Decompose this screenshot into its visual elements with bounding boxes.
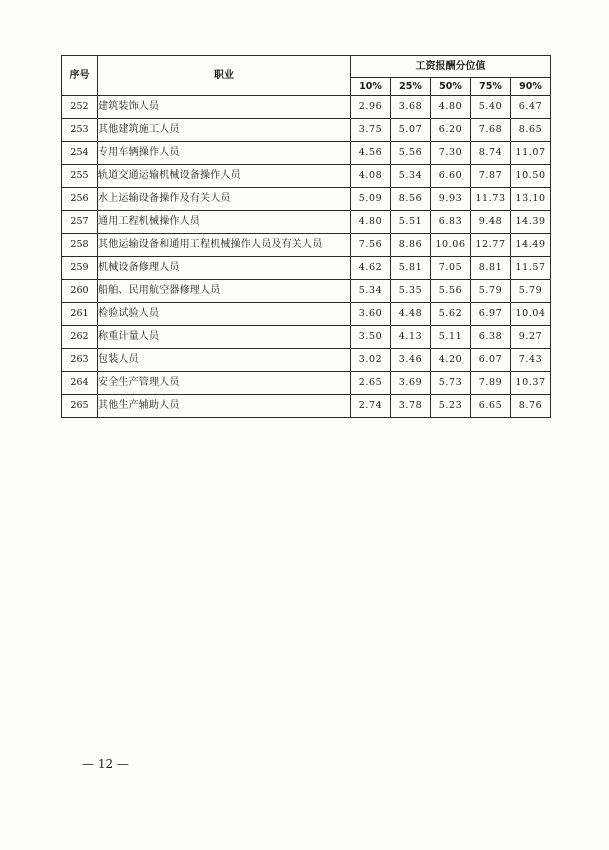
seq-cell: 257 [62,211,98,234]
seq-cell: 259 [62,257,98,280]
wage-value-cell: 6.47 [511,96,551,119]
wage-value-cell: 10.04 [511,303,551,326]
wage-value-cell: 6.20 [431,119,471,142]
wage-value-cell: 7.30 [431,142,471,165]
wage-value-cell: 3.75 [351,119,391,142]
wage-value-cell: 11.57 [511,257,551,280]
wage-value-cell: 11.07 [511,142,551,165]
seq-cell: 256 [62,188,98,211]
occupation-cell: 轨道交通运输机械设备操作人员 [98,165,351,188]
seq-cell: 265 [62,395,98,418]
table-body [62,96,551,418]
occupation-cell: 检验试验人员 [98,303,351,326]
wage-value-cell: 4.80 [431,96,471,119]
wage-value-cell: 5.56 [391,142,431,165]
seq-cell: 262 [62,326,98,349]
wage-value-cell: 4.48 [391,303,431,326]
wage-value-cell: 9.93 [431,188,471,211]
wage-value-cell: 4.08 [351,165,391,188]
wage-value-cell: 9.48 [471,211,511,234]
table-row [62,349,551,372]
table-row [62,372,551,395]
wage-value-cell: 5.07 [391,119,431,142]
occupation-column-header: 职业 [98,56,351,96]
occupation-cell: 其他生产辅助人员 [98,395,351,418]
occupation-cell: 包装人员 [98,349,351,372]
table-header-row [62,56,551,78]
wage-value-cell: 5.81 [391,257,431,280]
percentile-header: 75% [471,78,511,96]
wage-value-cell: 10.50 [511,165,551,188]
wage-value-cell: 6.83 [431,211,471,234]
occupation-cell: 安全生产管理人员 [98,372,351,395]
wage-value-cell: 3.69 [391,372,431,395]
wage-value-cell: 5.34 [391,165,431,188]
wage-value-cell: 8.56 [391,188,431,211]
seq-column-header: 序号 [62,56,98,96]
table-row [62,165,551,188]
percentile-header: 90% [511,78,551,96]
table-row [62,96,551,119]
wage-value-cell: 5.35 [391,280,431,303]
table-row [62,395,551,418]
wage-value-cell: 5.09 [351,188,391,211]
seq-cell: 260 [62,280,98,303]
wage-value-cell: 5.73 [431,372,471,395]
wage-value-cell: 9.27 [511,326,551,349]
occupation-cell: 通用工程机械操作人员 [98,211,351,234]
occupation-cell: 机械设备修理人员 [98,257,351,280]
wage-value-cell: 5.79 [511,280,551,303]
wage-value-cell: 11.73 [471,188,511,211]
wage-value-cell: 3.50 [351,326,391,349]
seq-cell: 253 [62,119,98,142]
table-row [62,119,551,142]
wage-value-cell: 2.74 [351,395,391,418]
wage-value-cell: 7.56 [351,234,391,257]
wage-value-cell: 5.62 [431,303,471,326]
seq-cell: 258 [62,234,98,257]
wage-value-cell: 8.81 [471,257,511,280]
wage-value-cell: 7.43 [511,349,551,372]
wage-value-cell: 6.07 [471,349,511,372]
wage-value-cell: 5.51 [391,211,431,234]
table-row [62,326,551,349]
wage-value-cell: 6.65 [471,395,511,418]
wage-value-cell: 7.89 [471,372,511,395]
wage-value-cell: 3.46 [391,349,431,372]
occupation-cell: 船舶、民用航空器修理人员 [98,280,351,303]
wage-value-cell: 8.86 [391,234,431,257]
wage-value-cell: 5.56 [431,280,471,303]
wage-value-cell: 10.37 [511,372,551,395]
wage-value-cell: 2.65 [351,372,391,395]
table-row [62,234,551,257]
occupation-cell: 水上运输设备操作及有关人员 [98,188,351,211]
table-row [62,303,551,326]
wage-value-cell: 4.13 [391,326,431,349]
wage-percentile-table [61,55,551,418]
wage-value-cell: 2.96 [351,96,391,119]
wage-value-cell: 5.40 [471,96,511,119]
seq-cell: 254 [62,142,98,165]
occupation-cell: 称重计量人员 [98,326,351,349]
wage-value-cell: 3.78 [391,395,431,418]
occupation-cell: 建筑装饰人员 [98,96,351,119]
seq-cell: 261 [62,303,98,326]
table-row [62,211,551,234]
wage-value-cell: 8.74 [471,142,511,165]
wage-value-cell: 13.10 [511,188,551,211]
wage-value-cell: 6.97 [471,303,511,326]
wage-value-cell: 12.77 [471,234,511,257]
table-row [62,257,551,280]
seq-cell: 255 [62,165,98,188]
wage-value-cell: 5.11 [431,326,471,349]
wage-value-cell: 5.34 [351,280,391,303]
occupation-cell: 其他运输设备和通用工程机械操作人员及有关人员 [98,234,351,257]
wage-value-cell: 10.06 [431,234,471,257]
wage-value-cell: 5.79 [471,280,511,303]
wage-value-cell: 4.80 [351,211,391,234]
occupation-cell: 其他建筑施工人员 [98,119,351,142]
seq-cell: 263 [62,349,98,372]
wage-value-cell: 6.60 [431,165,471,188]
wage-value-cell: 6.38 [471,326,511,349]
wage-value-cell: 4.56 [351,142,391,165]
wage-value-cell: 4.62 [351,257,391,280]
wage-value-cell: 14.39 [511,211,551,234]
wage-value-cell: 8.65 [511,119,551,142]
percentile-header: 50% [431,78,471,96]
wage-value-cell: 7.05 [431,257,471,280]
wage-value-cell: 7.68 [471,119,511,142]
percentile-header: 10% [351,78,391,96]
page-number: — 12 — [82,757,129,771]
wage-value-cell: 3.02 [351,349,391,372]
wage-value-cell: 3.68 [391,96,431,119]
seq-cell: 252 [62,96,98,119]
wage-value-cell: 8.76 [511,395,551,418]
percentile-group-header: 工资报酬分位值 [351,56,551,78]
percentile-header: 25% [391,78,431,96]
wage-value-cell: 4.20 [431,349,471,372]
occupation-cell: 专用车辆操作人员 [98,142,351,165]
table-row [62,280,551,303]
table-row [62,188,551,211]
seq-cell: 264 [62,372,98,395]
wage-value-cell: 3.60 [351,303,391,326]
wage-value-cell: 14.49 [511,234,551,257]
wage-value-cell: 7.87 [471,165,511,188]
table-row [62,142,551,165]
wage-value-cell: 5.23 [431,395,471,418]
